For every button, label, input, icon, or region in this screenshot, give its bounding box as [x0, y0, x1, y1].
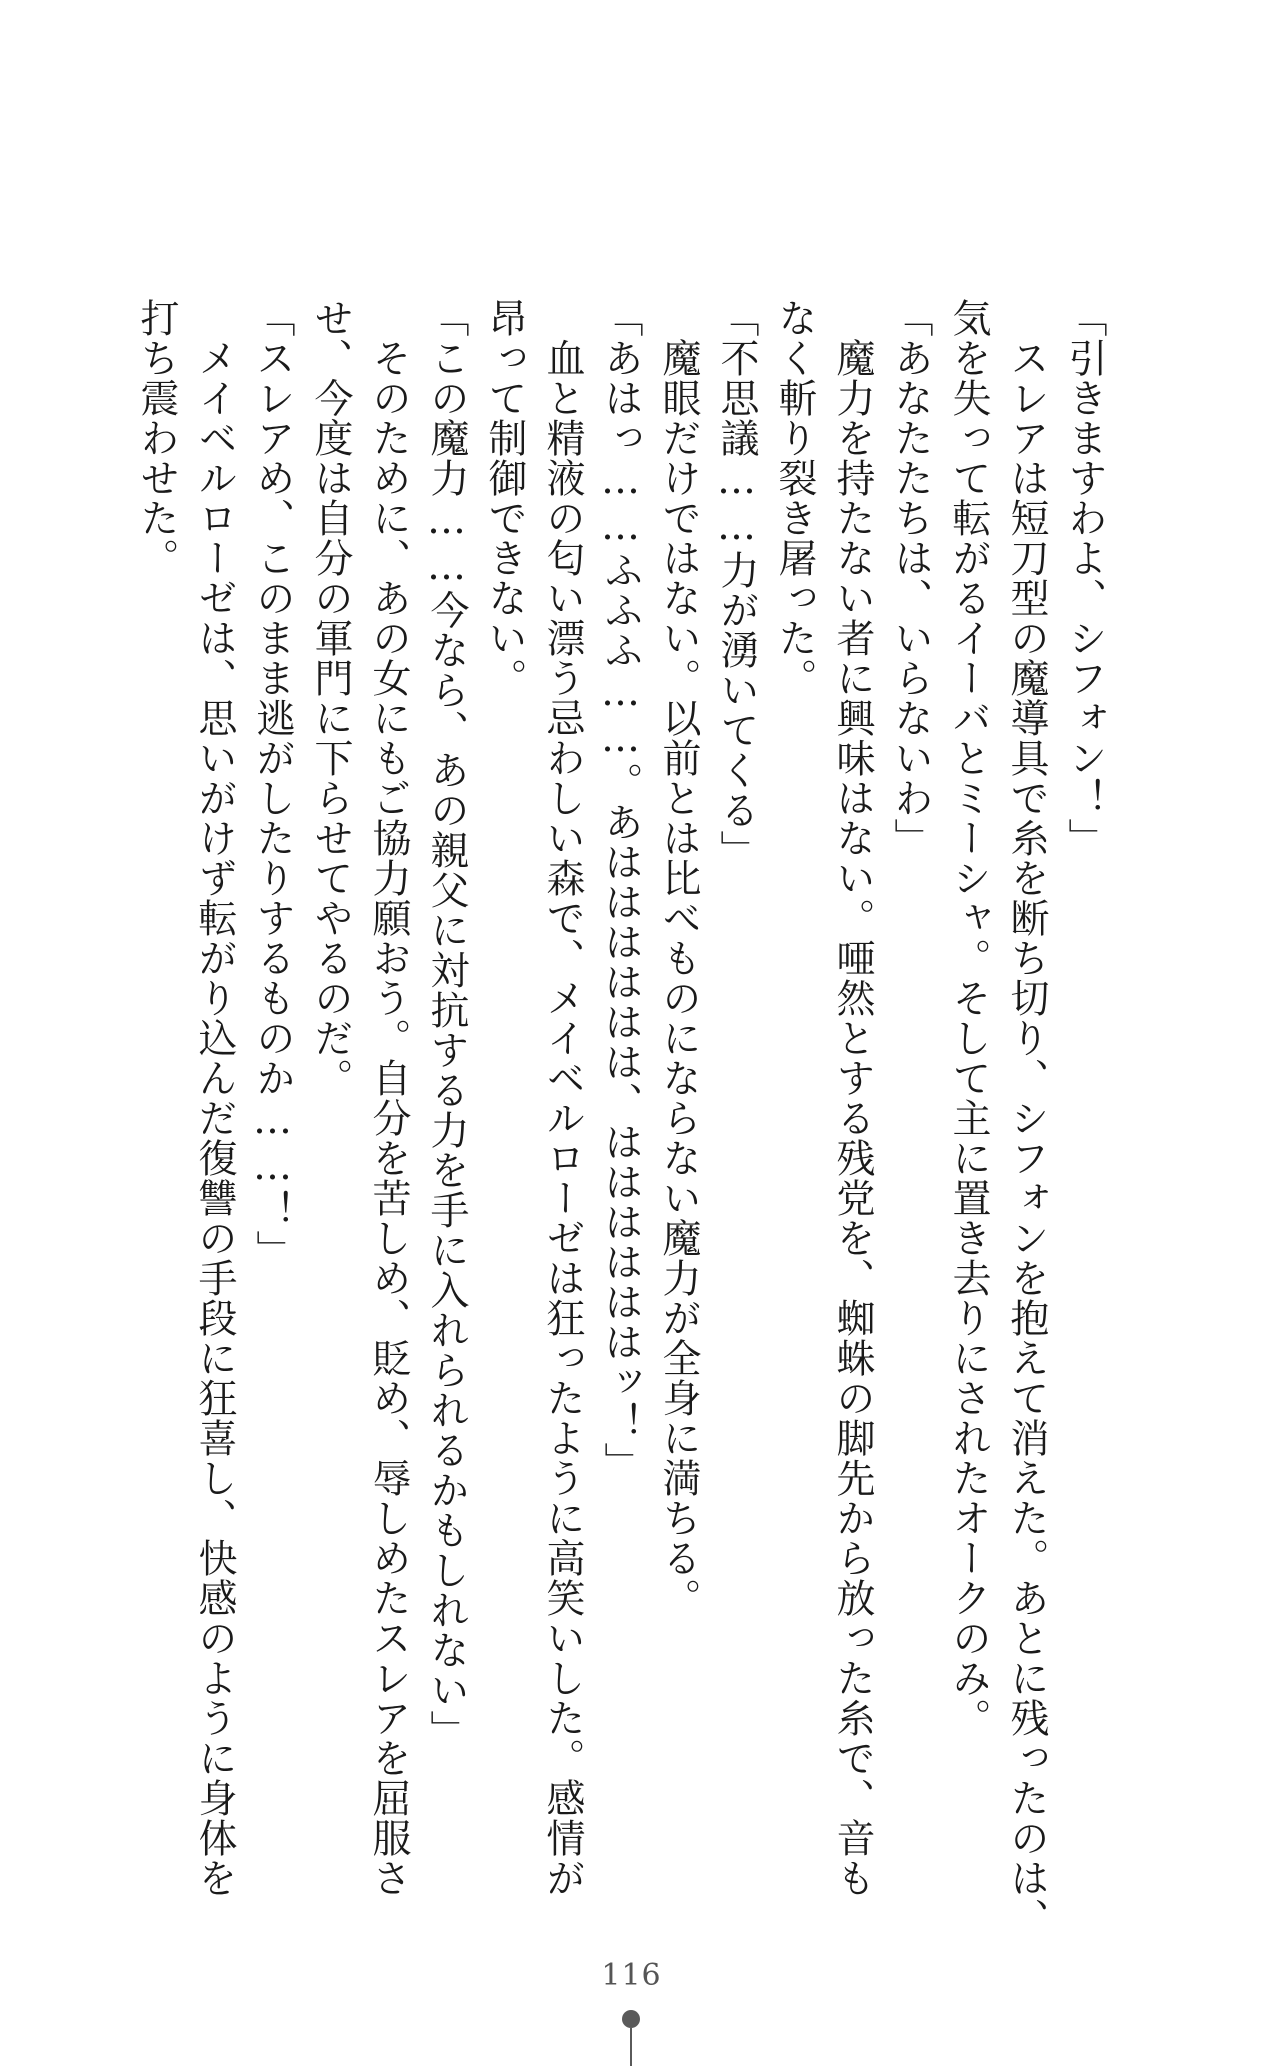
text-line: 「スレアめ、このまま逃がしたりするものか……！」: [250, 298, 295, 1270]
text-line: メイベルローゼは、思いがけず転がり込んだ復讐の手段に狂喜し、快感のように身体を: [192, 298, 237, 1898]
text-line: 「あなたたちは、いらないわ」: [888, 298, 933, 858]
text-line: 魔眼だけではない。以前とは比べものにならない魔力が全身に満ちる。: [656, 298, 701, 1618]
text-line: 昂って制御できない。: [482, 298, 527, 698]
text-line: 気を失って転がるイーバとミーシャ。そして主に置き去りにされたオークのみ。: [946, 298, 991, 1738]
text-line: 「不思議……力が湧いてくる」: [714, 298, 759, 870]
page-marker-line: [630, 2028, 632, 2066]
vertical-text-body: [127, 298, 1113, 1938]
text-line: そのために、あの女にもご協力願おう。自分を苦しめ、貶め、辱しめたスレアを屈服さ: [366, 298, 411, 1898]
text-line: 「引きますわよ、シフォン！」: [1062, 298, 1107, 858]
text-line: 「あはっ……ふふふ……。あはははははは、ははははははッ！」: [598, 298, 643, 1482]
text-line: 魔力を持たない者に興味はない。唖然とする残党を、蜘蛛の脚先から放った糸で、音も: [830, 298, 875, 1898]
page-number: 116: [601, 1958, 662, 1993]
text-line: 血と精液の匂い漂う忌わしい森で、メイベルローゼは狂ったように高笑いした。感情が: [540, 298, 585, 1898]
page-marker-dot: [622, 2010, 640, 2028]
text-line: 打ち震わせた。: [134, 298, 179, 578]
text-line: 「この魔力……今なら、あの親父に対抗する力を手に入れられるかもしれない」: [424, 298, 469, 1750]
text-line: なく斬り裂き屠った。: [772, 298, 817, 698]
text-line: せ、今度は自分の軍門に下らせてやるのだ。: [308, 298, 353, 1098]
text-line: スレアは短刀型の魔導具で糸を断ち切り、シフォンを抱えて消えた。あとに残ったのは、: [1004, 298, 1049, 1938]
